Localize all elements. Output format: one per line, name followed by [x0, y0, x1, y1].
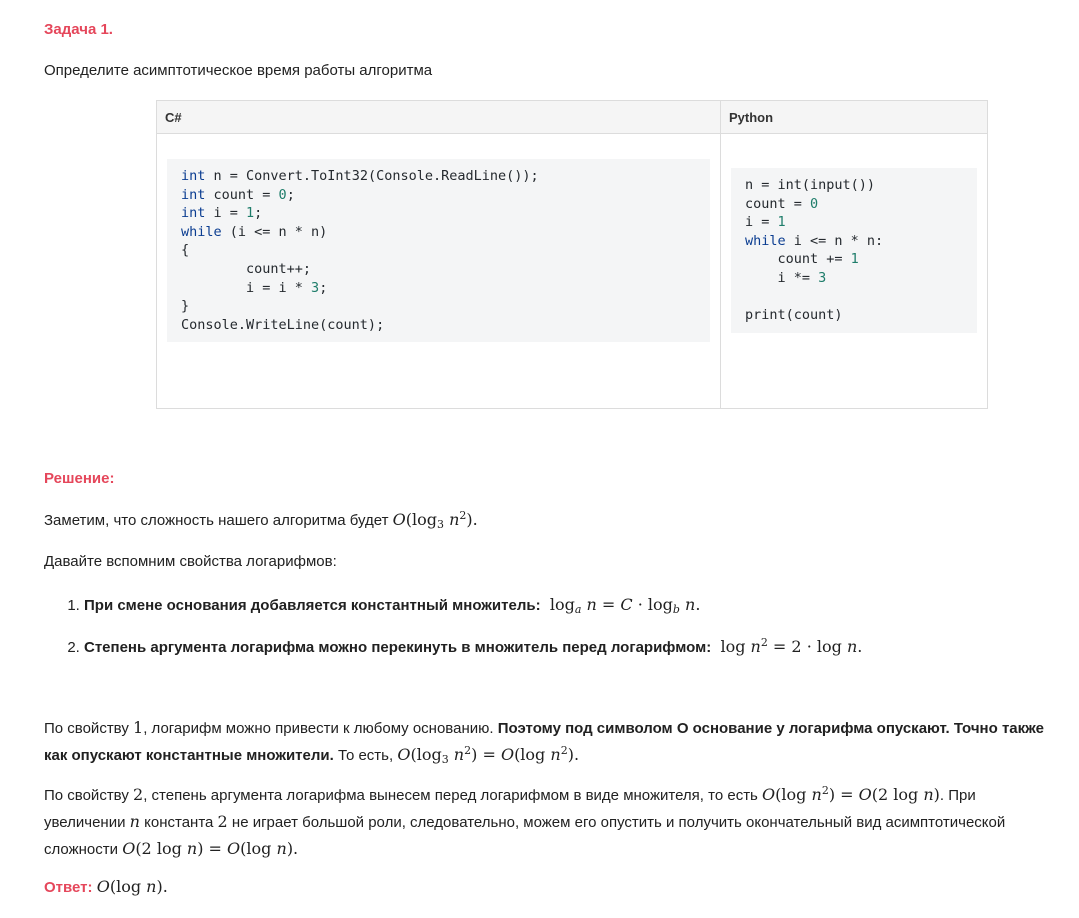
solution-title: Решение: [44, 470, 115, 487]
python-code-block: n = int(input()) count = 0 i = 1 while i <= n * n: count += 1 i *= 3 print(count) [731, 168, 977, 333]
answer-label: Ответ: [44, 879, 93, 896]
paragraph-property-1: По свойству 1, логарифм можно привести к любому основанию. Поэтому под символом O основание у логарифма опускают. Точно также как опускают константные множители. То есть, $O(\log_3$ $n^2) = O(\log$ $n^2$). [44, 718, 1044, 766]
formula-final: O(2 log n) = O(log n). [122, 839, 299, 858]
answer [44, 874, 168, 901]
code-table [156, 100, 988, 409]
formula-power-out: O(log $n^2) = O(2$ log n) [762, 784, 940, 804]
paragraph-log-properties: Давайте вспомним свойства логарифмов: [44, 553, 337, 570]
python-cell [721, 134, 988, 409]
properties-list [44, 592, 862, 676]
formula-drop-base: $O(\log_3$ $n^2) = O(\log$ $n^2$). [397, 744, 580, 766]
paragraph-complexity: Заметим, что сложность нашего алгоритма будет $O(\log_3$ $n^2$). [44, 509, 478, 531]
list-item: 1. При смене основания добавляется константный множитель: $\log_a n = C \cdot \log_b n$. [84, 592, 862, 619]
formula-answer: O(log n). [96, 877, 168, 896]
table-header-python: Python [721, 101, 988, 134]
formula-power-rule: $\log n^2 = 2 \cdot \log n$. [715, 636, 863, 656]
list-item: 2. Степень аргумента логарифма можно перекинуть в множитель перед логарифмом: $\log n^2 = 2 \cdot \log n$. [84, 634, 862, 661]
formula-complexity: $O(\log_3$ $n^2$). [392, 509, 478, 531]
table-header-csharp: C# [157, 101, 721, 134]
csharp-code-block: int n = Convert.ToInt32(Console.ReadLine()); int count = 0; int i = 1; while (i <= n * n) { count++; i = i * 3; } Console.WriteLine(count); [167, 159, 710, 342]
csharp-cell [157, 134, 721, 409]
paragraph-property-2: По свойству 2, степень аргумента логарифма вынесем перед логарифмом в виде множителя, то есть O(log $n^2) = O(2$ log n). При увеличении n константа 2 не играет большой роли, следовательно, можем его опустить и получить окончательный вид асимптотической сложности O(2 log n) = O(log n). [44, 784, 1006, 858]
formula-base-change: $\log_a n = C \cdot \log_b n$. [544, 595, 701, 616]
task-title: Задача 1. [44, 21, 113, 38]
task-text: Определите асимптотическое время работы алгоритма [44, 62, 433, 79]
